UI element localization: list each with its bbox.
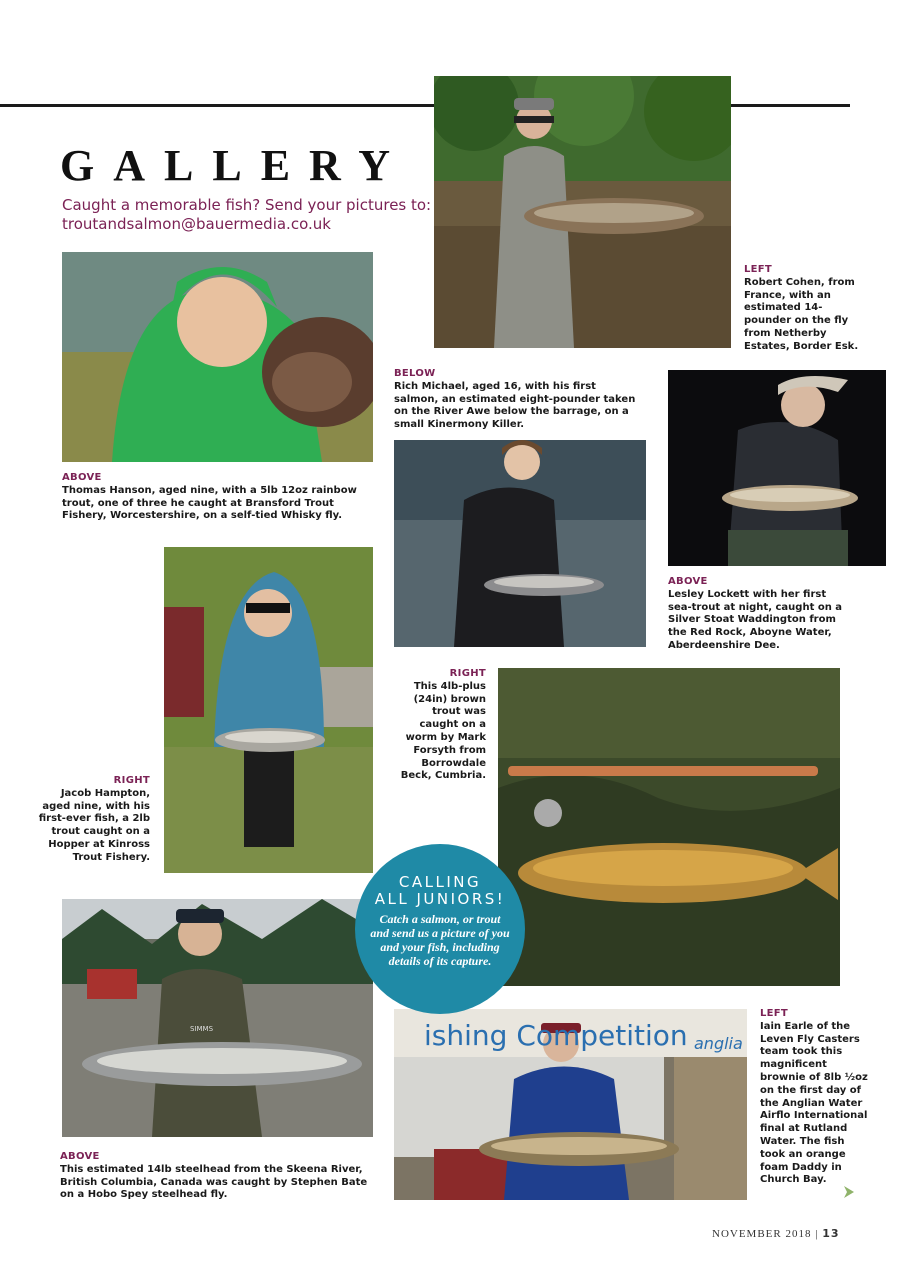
caption-text: Iain Earle of the Leven Fly Casters team took this magnificent brownie of 8lb ½oz on the first day of the Anglian Water Airflo International final at Rutland Water. The fish took an orange foam Daddy in Church Bay. — [760, 1020, 868, 1186]
page-title: GALLERY — [60, 141, 410, 190]
caption-stephen-bate — [60, 1151, 375, 1202]
badge-heading-line2: ALL JUNIORS! — [374, 890, 506, 908]
badge-heading-line1: CALLING — [398, 873, 482, 891]
caption-lesley-lockett — [668, 576, 853, 653]
photo-robert-cohen — [434, 76, 731, 348]
caption-kicker: RIGHT — [449, 668, 486, 679]
photo-lesley-lockett — [668, 370, 886, 566]
anglian-banner-text: anglia — [694, 1034, 743, 1053]
caption-iain-earle — [760, 1008, 868, 1187]
caption-text: This 4lb-plus (24in) brown trout was caught on a worm by Mark Forsyth from Borrowdale Beck, Cumbria. — [400, 680, 486, 782]
caption-rich-michael — [394, 368, 642, 432]
badge-body: Catch a salmon, or trout and send us a picture of you and your fish, including details of its capture. — [370, 912, 510, 968]
page-folio: NOVEMBER 2018 | 13 — [712, 1227, 840, 1240]
photo-iain-earle — [394, 1009, 747, 1200]
waders-brand-text: SIMMS — [190, 1025, 214, 1033]
competition-banner-text: ishing Competition — [424, 1019, 688, 1052]
caption-text: Thomas Hanson, aged nine, with a 5lb 12oz rainbow trout, one of three he caught at Bransford Trout Fishery, Worcestershire, on a self-tied Whisky fly. — [62, 484, 357, 522]
caption-text: Rich Michael, aged 16, with his first salmon, an estimated eight-pounder taken on the River Awe below the barrage, on a small Kinermony Killer. — [394, 380, 636, 431]
next-arrow-icon — [842, 1185, 856, 1199]
caption-kicker: LEFT — [760, 1008, 789, 1019]
caption-text: This estimated 14lb steelhead from the Skeena River, British Columbia, Canada was caught by Stephen Bate on a Hobo Spey steelhead fly. — [60, 1163, 368, 1201]
page-subtitle: Caught a memorable fish? Send your pictures to: troutandsalmon@bauermedia.co.uk — [62, 196, 432, 233]
photo-thomas-hanson — [62, 252, 373, 462]
caption-kicker: LEFT — [744, 264, 773, 275]
issue-date: NOVEMBER 2018 — [712, 1228, 812, 1240]
photo-mark-forsyth — [498, 668, 840, 986]
caption-robert-cohen — [744, 264, 864, 354]
caption-mark-forsyth — [394, 668, 486, 783]
photo-stephen-bate — [62, 899, 373, 1137]
caption-kicker: BELOW — [394, 368, 436, 379]
caption-kicker: RIGHT — [113, 775, 150, 786]
juniors-badge — [355, 844, 525, 1014]
caption-thomas-hanson — [62, 472, 362, 523]
caption-text: Lesley Lockett with her first sea-trout at night, caught on a Silver Stoat Waddington from the Red Rock, Aboyne Water, Aberdeenshire Dee. — [668, 588, 843, 651]
photo-jacob-hampton — [164, 547, 373, 873]
photo-rich-michael — [394, 440, 646, 647]
caption-jacob-hampton — [30, 775, 150, 865]
caption-kicker: ABOVE — [62, 472, 102, 483]
caption-kicker: ABOVE — [668, 576, 708, 587]
caption-text: Jacob Hampton, aged nine, with his first-ever fish, a 2lb trout caught on a Hopper at Kinross Trout Fishery. — [38, 787, 150, 863]
caption-kicker: ABOVE — [60, 1151, 100, 1162]
page-number: 13 — [822, 1227, 840, 1240]
caption-text: Robert Cohen, from France, with an estimated 14-pounder on the fly from Netherby Estates, Border Esk. — [744, 276, 859, 352]
